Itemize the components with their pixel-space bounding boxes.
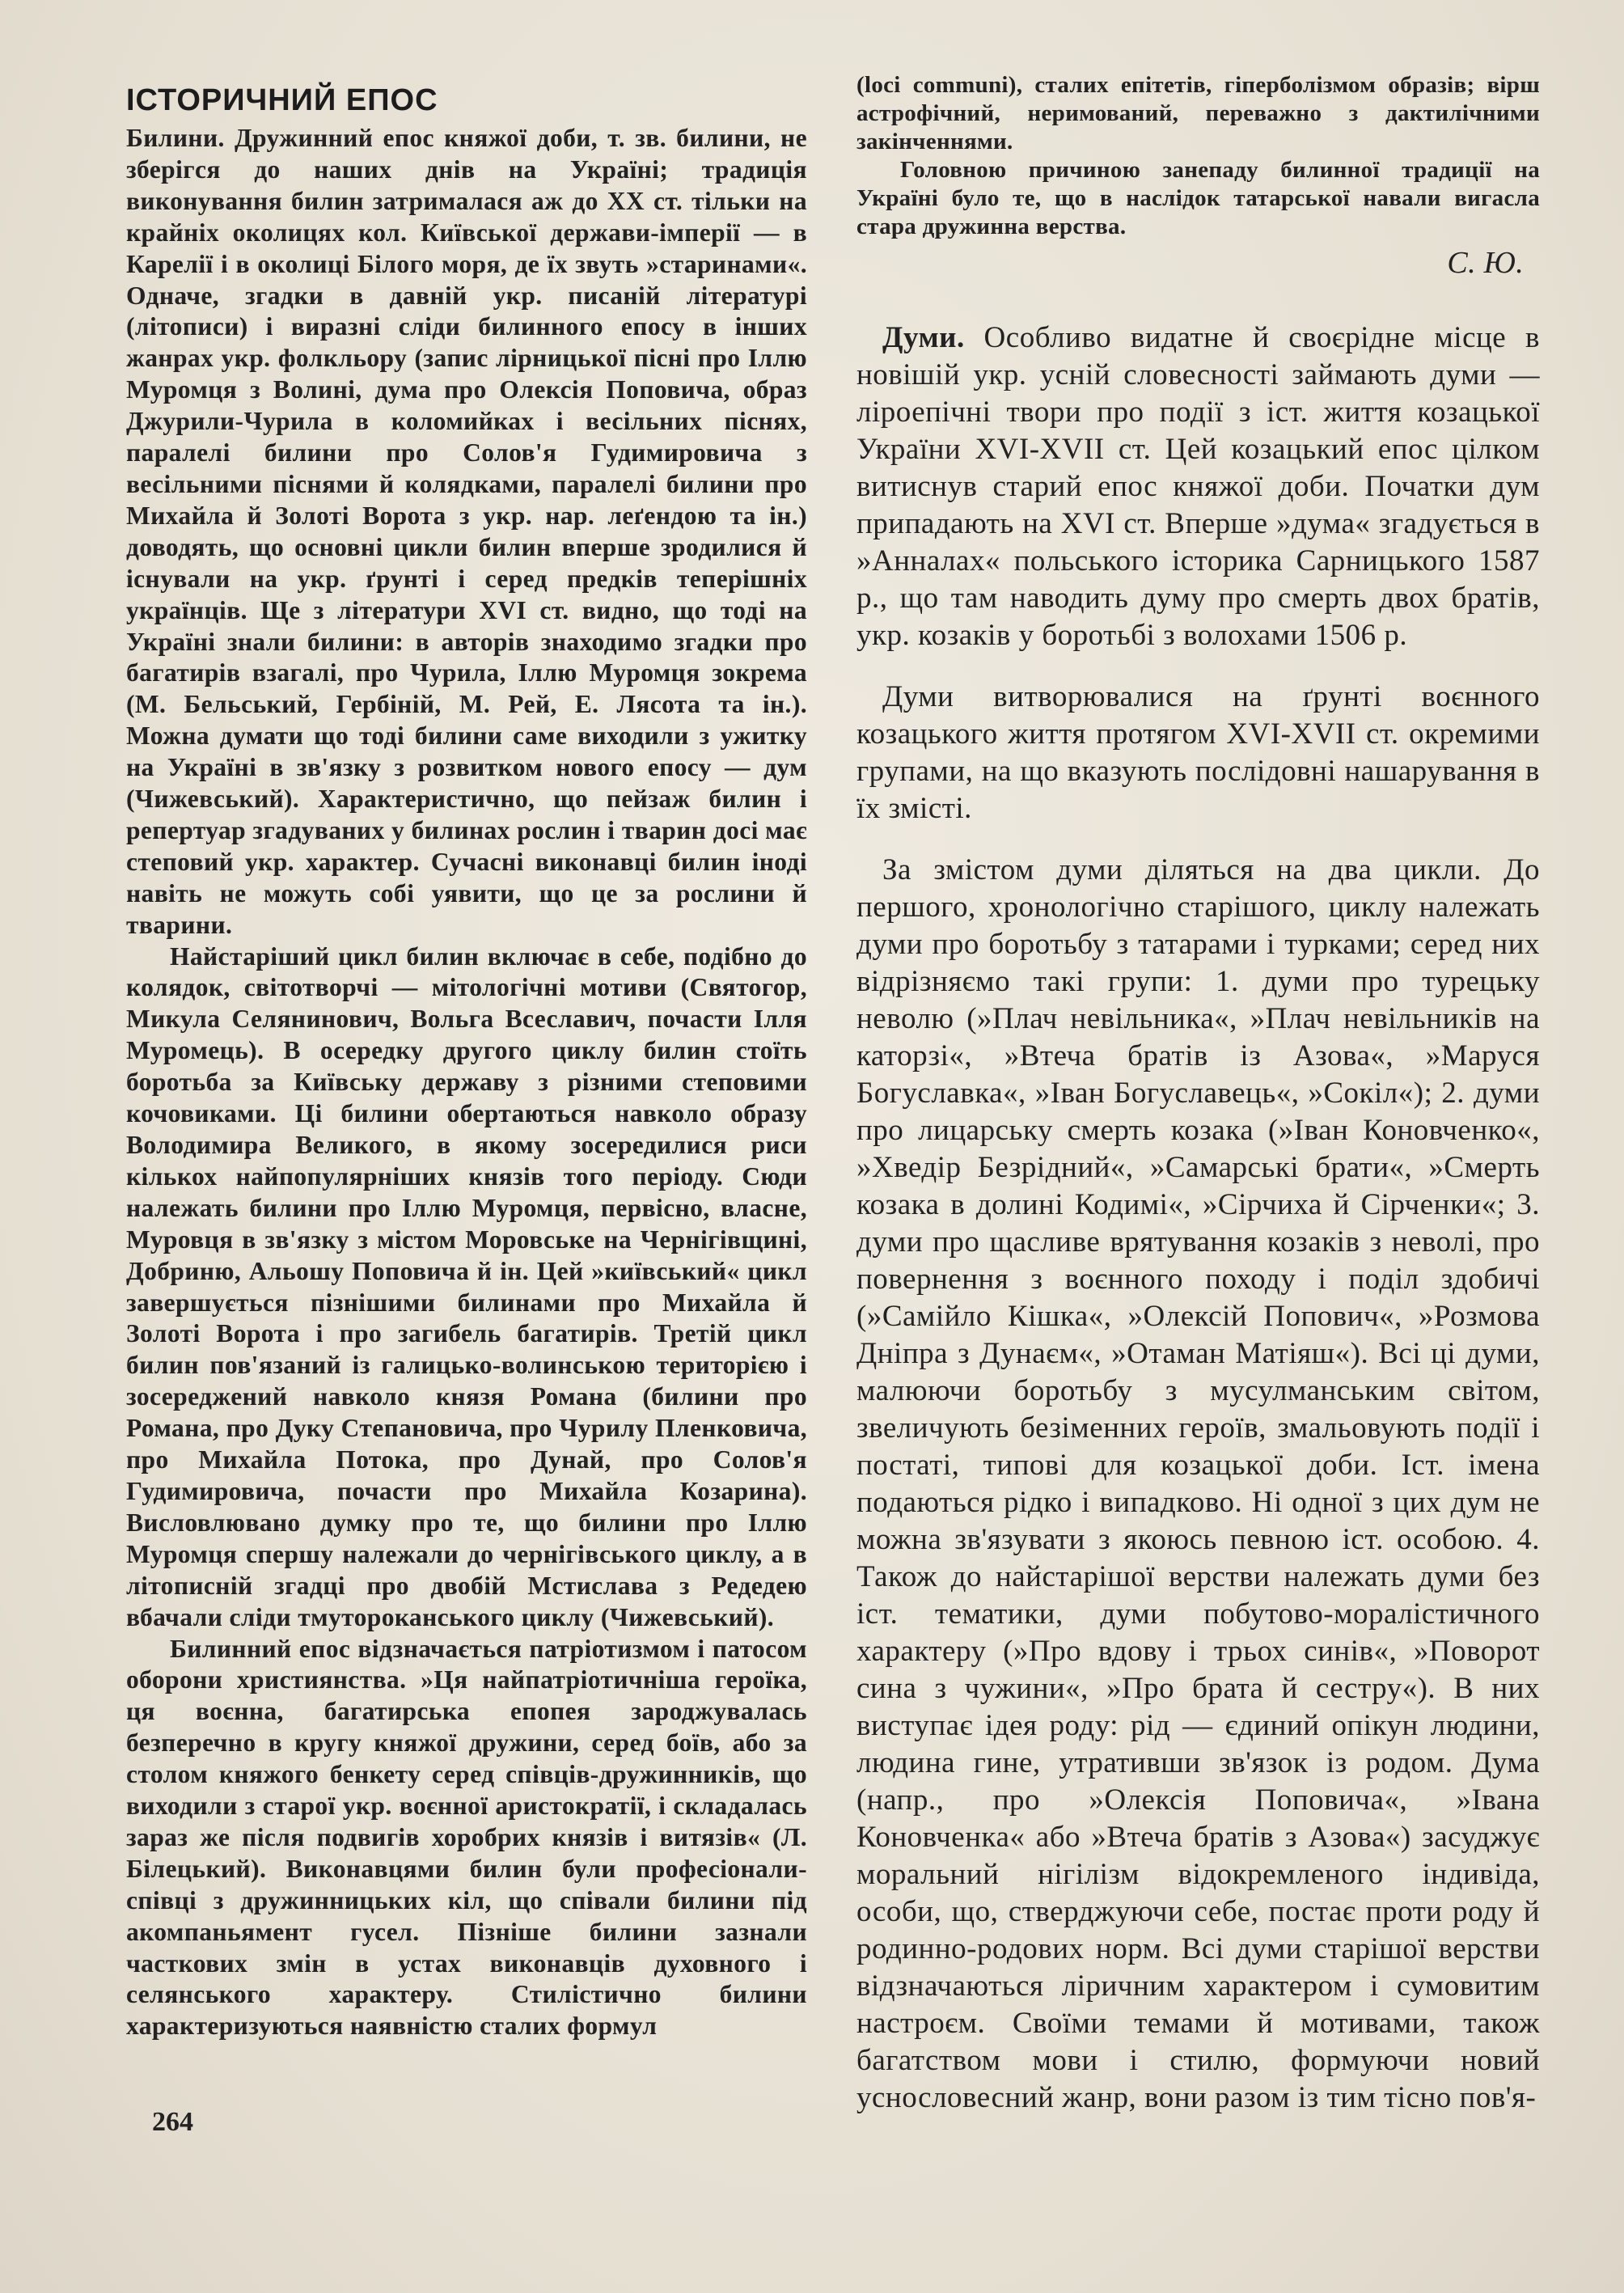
paragraph-dumy [856, 319, 1540, 654]
paragraph-text: Особливо видатне й своєрідне місце в новішій укр. усній словесності займають думи — ліроепічні твори про події з іст. життя козацької України XVI-XVII ст. Цей козацький епос цілком витиснув старий епос княжої доби. Початки дум припадають на XVI ст. Вперше »дума« згадується в »Анналах« польського історика Сарницького 1587 р., що там наводить думу про смерть двох братів, укр. козаків у боротьбі з волохами 1506 р. [856, 321, 1540, 652]
paragraph-cycles: Найстаріший цикл билин включає в себе, подібно до колядок, світотворчі — мітологічні мотиви (Святогор, Микула Селянинович, Вольга Всеславич, почасти Ілля Муромець). В осередку другого циклу билин стоїть боротьба за Київську державу з різними степовими кочовиками. Ці билини обертаються навколо образу Володимира Великого, в якому зосередилися риси кількох найпопулярніших князів того періоду. Сюди належать билини про Іллю Муромця, первісно, власне, Муровця в зв'язку з містом Моровське на Чернігівщині, Добриню, Альошу Поповича й ін. Цей »київський« цикл завершується пізнішими билинами про Михайла й Золоті Ворота і про загибель багатирів. Третій цикл билин пов'язаний із галицько-волинською територією і зосереджений навколо князя Романа (билини про Романа, про Дуку Степановича, про Чурилу Пленковича, про Михайла Потока, про Дунай, про Солов'я Гудимировича, почасти про Михайла Козарина). Висловлювано думку про те, що билини про Іллю Муромця спершу належали до чернігівського циклу, а в літописній згадці про двобій Мстислава з Редедею вбачали сліди тмутороканського циклу (Чижевський). [126, 941, 807, 1631]
continuation-block [856, 71, 1540, 280]
runin-dumy: Думи. [882, 321, 965, 354]
paragraph-text: Дружинний епос княжої доби, т. зв. билини, не зберігся до наших днів на Україні; традиція виконування билин затрималася аж до XX ст. тільки на крайніх околицях кол. Київської держави-імперії — в Карелії і в околиці Білого моря, де їх звуть »старинами«. Одначе, згадки в давній укр. писаній літературі (літописи) і виразні сліди билинного епосу в інших жанрах укр. фолкльору (запис лірницької пісні про Іллю Муромця з Волині, дума про Олексія Поповича, образ Джурили-Чурила в коломийках і весільних піснях, паралелі билини про Солов'я Гудимировича з весільними піснями й колядками, паралелі билини про Михайла й Золоті Ворота з укр. нар. леґендою та ін.) доводять, що основні цикли билин вперше зродилися й існували на укр. ґрунті і серед предків теперішніх українців. Ще з літератури XVI ст. видно, що тоді на Україні знали билини: в авторів знаходимо згадки про багатирів взагалі, про Чурила, Іллю Муромця зокрема (М. Бельський, Гербіній, М. Рей, Е. Лясота та ін.). Можна думати що тоді билини саме виходили з ужитку на Україні в зв'язку з розвитком нового епосу — дум (Чижевський). Характеристично, що пейзаж билин і репертуар згадуваних у билинах рослин і тварин досі має степовий укр. характер. Сучасні виконавці билин іноді навіть не можуть собі уявити, що це за рослини й тварини. [126, 124, 807, 939]
paragraph-continuation: (loci communi), сталих епітетів, гіперболізмом образів; вірш астрофічний, неримований, переважно з дактилічними закінченнями. [856, 72, 1540, 154]
paragraph-patriotism: Билинний епос відзначається патріотизмом і патосом оборони християнства. »Ця найпатріотичніша героїка, ця воєнна, багатирська епопея зароджувалась безперечно в кругу княжої дружини, серед боїв, або за столом княжого бенкету серед співців-дружинників, що виходили з старої укр. воєнної аристократії, і складалась зараз же після подвигів хоробрих князів і витязів« (Л. Білецький). Виконавцями билин були професіонали-співці з дружинницьких кіл, що співали билини під акомпаньямент гусел. Пізніше билини зазнали часткових змін в устах виконавців духовного і селянського характеру. Стилістично билини характеризуються наявністю сталих формул [126, 1634, 807, 2041]
left-column [126, 81, 807, 2042]
runin-byliny: Билини. [126, 124, 225, 152]
section-gap [856, 277, 1540, 319]
paragraph-byliny [126, 123, 807, 941]
author-signature: С. Ю. [1447, 246, 1524, 280]
section-heading: ІСТОРИЧНИЙ ЕПОС [126, 83, 438, 117]
paragraph-dumy-origin: Думи витворювалися на ґрунті воєнного козацького життя протягом XVI-XVII ст. окремими групами, на що вказують послідовні нашарування в їх змісті. [856, 680, 1540, 825]
right-column [856, 72, 1540, 2117]
page-number: 264 [152, 2107, 193, 2137]
paragraph-dumy-cycles: За змістом думи діляться на два цикли. До першого, хронологічно старішого, циклу належать думи про боротьбу з татарами і турками; серед них відрізняємо такі групи: 1. думи про турецьку неволю (»Плач невільника«, »Плач невільників на каторзі«, »Втеча братів із Азова«, »Маруся Богуславка«, »Іван Богуславець«, »Сокіл«); 2. думи про лицарську смерть козака (»Іван Коновченко«, »Хведір Безрідний«, »Самарські брати«, »Смерть козака в долині Кодимі«, »Сірчиха й Сірченки«; 3. думи про щасливе врятування козаків з неволі, про повернення з воєнного походу і поділ здобичі (»Самійло Кішка«, »Олексій Попович«, »Розмова Дніпра з Дунаєм«, »Отаман Матіяш«). Всі ці думи, малюючи боротьбу з мусулманським світом, звеличують безіменних героїв, змальовують події і постаті, типові для козацької доби. Іст. імена подаються рідко і випадково. Ні одної з цих дум не можна зв'язувати з якоюсь певною іст. особою. 4. Також до найстарішої верстви належать думи без іст. тематики, думи побутово-моралістичного характеру (»Про вдову і трьох синів«, »Поворот сина з чужини«, »Про брата й сестру«). В них виступає ідея роду: рід — єдиний опікун людини, людина гине, утративши зв'язок із родом. Дума (напр., про »Олексія Поповича«, »Івана Коновченка« або »Втеча братів з Азова«) засуджує моральний нігілізм відокремленого індивіда, особи, що, стверджуючи себе, постає проти роду й родинно-родових норм. Всі думи старішої верстви відзначаються ліричним характером і сумовитим настроєм. Своїми темами й мотивами, також багатством мови і стилю, формуючи новий уснословесний жанр, вони разом із тим тісно пов'я- [856, 853, 1540, 2114]
dumy-section [856, 319, 1540, 2117]
paragraph-decline: Головною причиною занепаду билинної традиції на Україні було те, що в наслідок татарської навали вигасла стара дружинна верства. [856, 157, 1540, 239]
